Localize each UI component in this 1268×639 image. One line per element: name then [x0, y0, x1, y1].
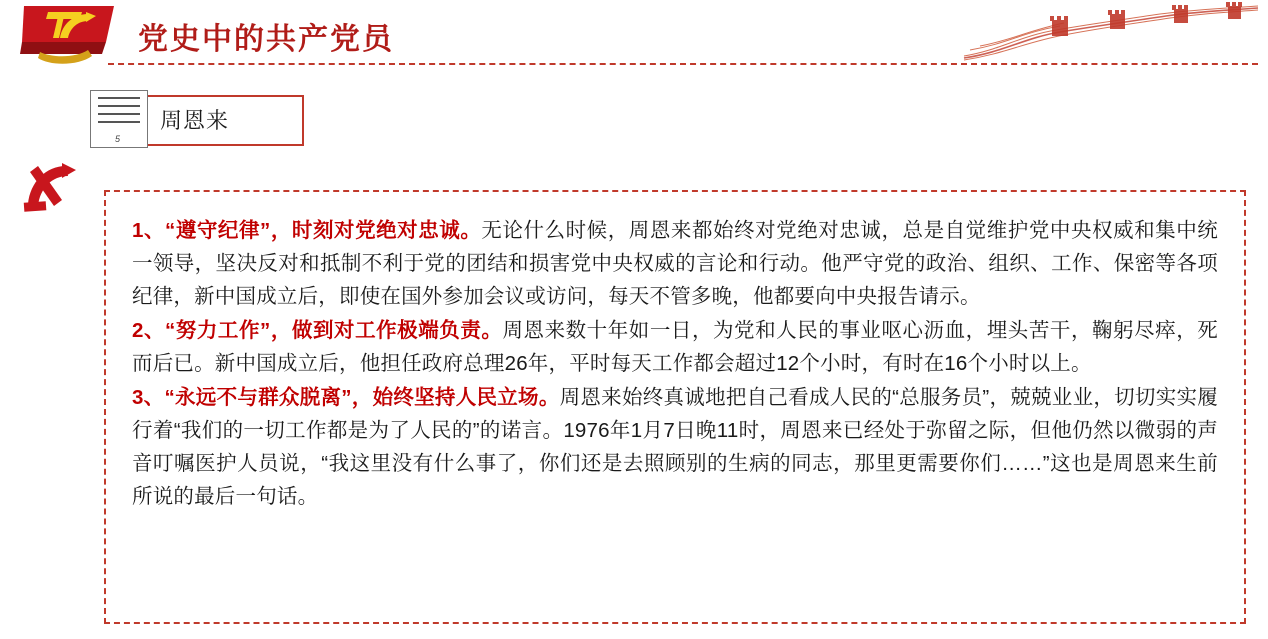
content-panel	[104, 190, 1246, 624]
paragraph-1-body: 无论什么时候，周恩来都始终对党绝对忠诚，总是自觉维护党中央权威和集中统一领导，坚决反对和抵制不利于党的团结和损害党中央权威的言论和行动。他严守党的政治、组织、工作、保密等各项纪律，新中国成立后，即使在国外参加会议或访问，每天不管多晚，他都要向中央报告请示。	[132, 219, 1218, 308]
paragraph-2-body: 周恩来数十年如一日，为党和人民的事业呕心沥血，埋头苦干，鞠躬尽瘁，死而后已。新中国成立后，他担任政府总理26年，平时每天工作都会超过12个小时，有时在16个小时以上。	[132, 319, 1218, 375]
document-lines-icon-number: 5	[115, 134, 121, 144]
great-wall-decoration-icon	[960, 0, 1260, 64]
page-title: 党史中的共产党员	[138, 23, 394, 56]
paragraph-2	[132, 314, 1218, 380]
paragraph-1-number: 1、	[132, 219, 166, 242]
paragraph-3-number: 3、	[132, 386, 165, 409]
section-subtitle: 周恩来	[160, 108, 230, 133]
paragraph-3-lead: “永远不与群众脱离”，始终坚持人民立场。	[164, 386, 560, 409]
paragraph-1	[132, 214, 1218, 313]
paragraph-2-lead: “努力工作”，做到对工作极端负责。	[165, 319, 503, 342]
paragraph-3-body: 周恩来始终真诚地把自己看成人民的“总服务员”，兢兢业业，切切实实履行着“我们的一切工作都是为了人民的”的诺言。1976年1月7日晚11时，周恩来已经处于弥留之际，但他仍然以微弱的声音叮嘱医护人员说，“我这里没有什么事了，你们还是去照顾别的生病的同志，那里更需要你们……”这也是周恩来生前所说的最后一句话。	[132, 386, 1218, 508]
paragraph-1-lead: “遵守纪律”，时刻对党绝对忠诚。	[165, 219, 482, 242]
paragraph-2-number: 2、	[132, 319, 166, 342]
header-divider	[108, 63, 1258, 65]
document-lines-icon	[90, 90, 148, 148]
hammer-and-sickle-icon	[18, 160, 80, 220]
party-emblem-icon	[18, 2, 122, 68]
page-header	[0, 0, 1268, 70]
paragraph-3	[132, 381, 1218, 513]
